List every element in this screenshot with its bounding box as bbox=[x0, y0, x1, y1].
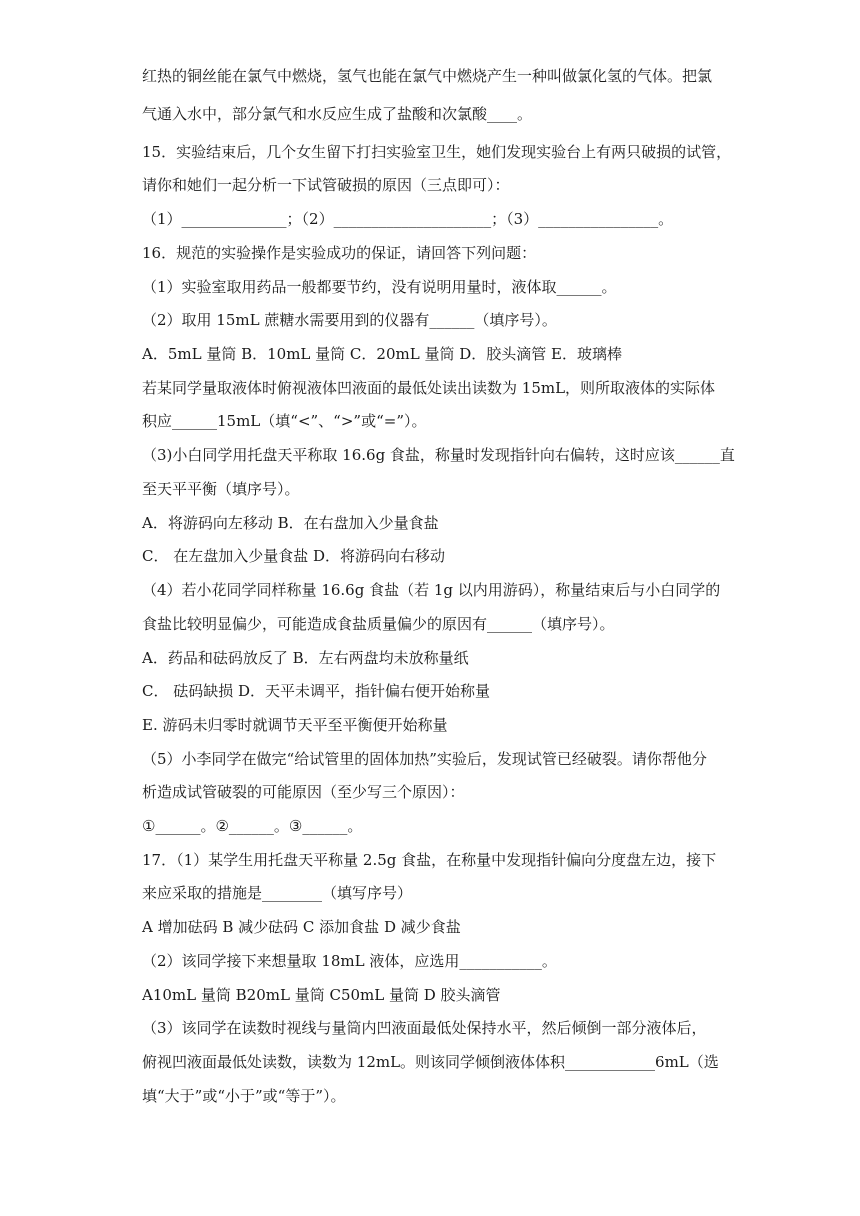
question-16-3: （3)小白同学用托盘天平称取 16.6g 食盐，称量时发现指针向右偏转，这时应该______直 bbox=[142, 446, 735, 464]
options-16-4-e: E. 游码未归零时就调节天平至平衡便开始称量 bbox=[142, 716, 448, 734]
options-16-4-ab: A．药品和砝码放反了 B．左右两盘均未放称量纸 bbox=[142, 649, 469, 667]
text-line-13: 至天平平衡（填序号）。 bbox=[142, 480, 300, 498]
question-17-3: （3）该同学在读数时视线与量筒内凹液面最低处保持水平，然后倾倒一部分液体后， bbox=[142, 1019, 707, 1037]
question-16: 16．规范的实验操作是实验成功的保证，请回答下列问题： bbox=[142, 244, 537, 262]
text-line-10: 若某同学量取液体时俯视液体凹液面的最低处读出读数为 15mL，则所取液体的实际体 bbox=[142, 379, 716, 397]
options-17-2: A10mL 量筒 B20mL 量筒 C50mL 量筒 D 胶头滴管 bbox=[142, 986, 501, 1004]
text-line-25: 来应采取的措施是________（填写序号） bbox=[142, 884, 413, 902]
answer-blanks-16-5: ①______。②______。③______。 bbox=[142, 817, 363, 835]
text-line-30: 俯视凹液面最低处读数，读数为 12mL。则该同学倾倒液体体积____________6mL（选 bbox=[142, 1053, 719, 1071]
question-17-2: （2）该同学接下来想量取 18mL 液体，应选用___________。 bbox=[142, 952, 557, 970]
options-17-1: A 增加砝码 B 减少砝码 C 添加食盐 D 减少食盐 bbox=[142, 918, 461, 936]
question-16-4: （4）若小花同学同样称量 16.6g 食盐（若 1g 以内用游码），称量结束后与小白同学的 bbox=[142, 581, 721, 599]
question-16-1: （1）实验室取用药品一般都要节约，没有说明用量时，液体取______。 bbox=[142, 278, 617, 296]
text-line-22: 析造成试管破裂的可能原因（至少写三个原因）： bbox=[142, 783, 465, 801]
options-16-4-cd: C． 砝码缺损 D．天平未调平，指针偏右便开始称量 bbox=[142, 682, 491, 700]
question-15: 15．实验结束后，几个女生留下打扫实验室卫生，她们发现实验台上有两只破损的试管， bbox=[142, 143, 732, 161]
text-line-17: 食盐比较明显偏少，可能造成食盐质量偏少的原因有______（填序号）。 bbox=[142, 615, 615, 633]
question-17-1: 17．（1）某学生用托盘天平称量 2.5g 食盐，在称量中发现指针偏向分度盘左边，接下 bbox=[142, 851, 717, 869]
text-line-4: 请你和她们一起分析一下试管破损的原因（三点即可）： bbox=[142, 176, 510, 194]
text-line-2: 气通入水中，部分氯气和水反应生成了盐酸和次氯酸____。 bbox=[142, 105, 533, 123]
question-16-5: （5）小李同学在做完“给试管里的固体加热”实验后，发现试管已经破裂。请你帮他分 bbox=[142, 750, 707, 768]
options-16-2: A．5mL 量筒 B．10mL 量筒 C．20mL 量筒 D．胶头滴管 E．玻璃棒 bbox=[142, 345, 622, 363]
answer-blanks-15: （1）______________；（2）_____________________；（3）________________。 bbox=[142, 210, 674, 228]
text-line-11: 积应______15mL（填“<”、“>”或“=”）。 bbox=[142, 412, 427, 430]
text-line-1: 红热的铜丝能在氯气中燃烧，氢气也能在氯气中燃烧产生一种叫做氯化氢的气体。把氯 bbox=[142, 67, 713, 85]
question-16-2: （2）取用 15mL 蔗糖水需要用到的仪器有______（填序号）。 bbox=[142, 311, 557, 329]
options-16-3-cd: C． 在左盘加入少量食盐 D．将游码向右移动 bbox=[142, 547, 446, 565]
options-16-3-ab: A．将游码向左移动 B．在右盘加入少量食盐 bbox=[142, 514, 439, 532]
text-line-31: 填“大于”或“小于”或“等于”）。 bbox=[142, 1087, 346, 1105]
